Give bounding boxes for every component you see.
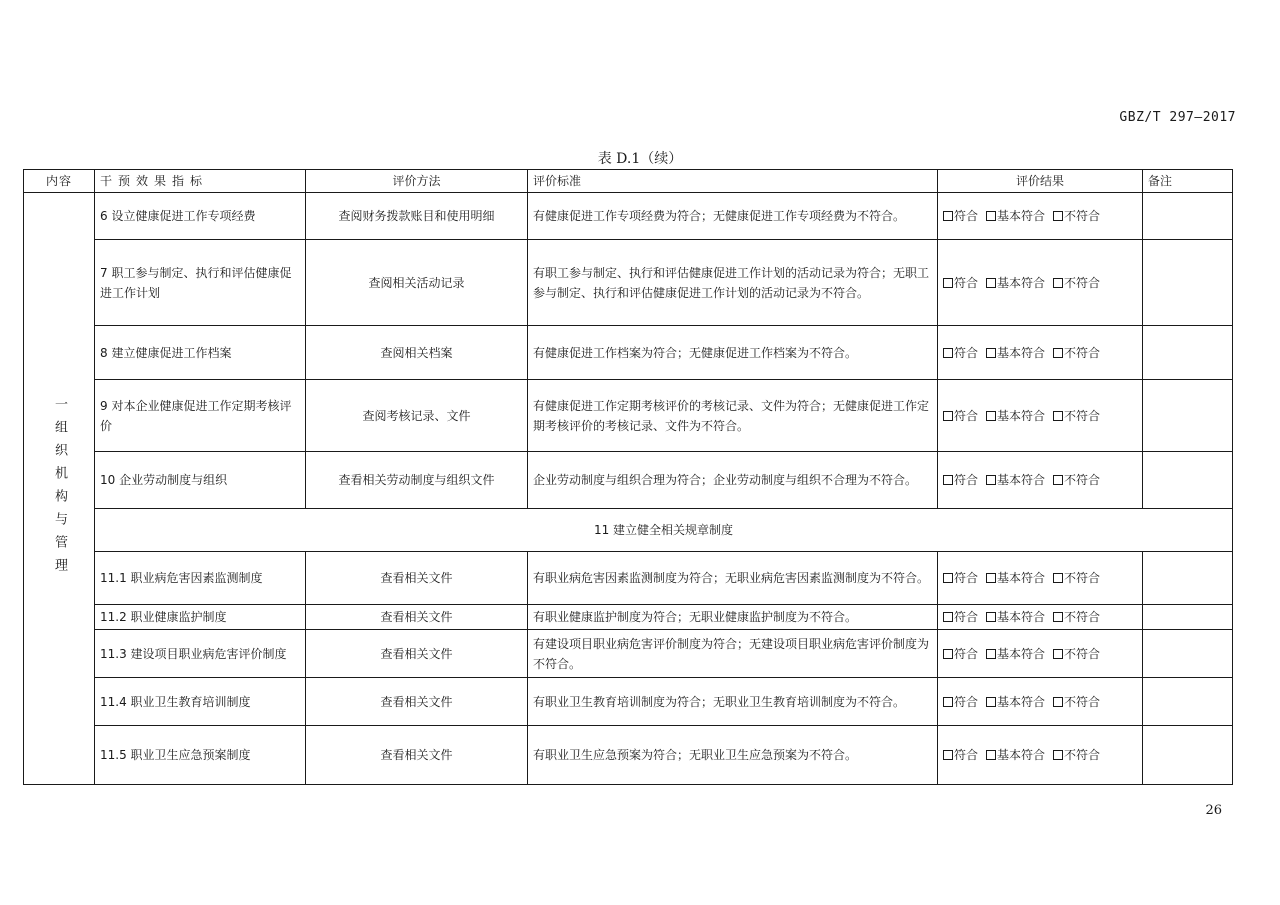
result-cell xyxy=(938,726,1143,785)
result-option[interactable] xyxy=(986,695,1045,709)
notes-cell xyxy=(1143,678,1233,726)
result-option[interactable] xyxy=(1053,647,1100,661)
method-cell: 查阅相关档案 xyxy=(306,326,528,380)
standard-cell: 有健康促进工作定期考核评价的考核记录、文件为符合；无健康促进工作定期考核评价的考核记录、文件为不符合。 xyxy=(528,380,938,452)
method-cell: 查阅财务拨款账目和使用明细 xyxy=(306,193,528,240)
result-option[interactable] xyxy=(1053,695,1100,709)
table-header-row xyxy=(24,170,1233,193)
result-option[interactable] xyxy=(943,473,978,487)
checkbox-icon[interactable] xyxy=(1053,750,1063,760)
column-header-result: 评价结果 xyxy=(938,170,1143,193)
result-option-label: 基本符合 xyxy=(997,209,1046,223)
checkbox-icon[interactable] xyxy=(943,750,953,760)
notes-cell xyxy=(1143,380,1233,452)
checkbox-icon[interactable] xyxy=(1053,211,1063,221)
result-option-label: 基本符合 xyxy=(997,646,1046,661)
result-option-label: 符合 xyxy=(954,408,979,423)
checkbox-icon[interactable] xyxy=(986,278,996,288)
standard-cell: 有建设项目职业病危害评价制度为符合；无建设项目职业病危害评价制度为不符合。 xyxy=(528,630,938,678)
result-option-label: 不符合 xyxy=(1064,694,1101,709)
result-option-label: 不符合 xyxy=(1064,610,1101,624)
checkbox-icon[interactable] xyxy=(943,649,953,659)
indicator-cell: 11.1 职业病危害因素监测制度 xyxy=(95,552,306,605)
result-option[interactable] xyxy=(943,276,978,290)
result-option[interactable] xyxy=(1053,610,1100,624)
result-option-label: 基本符合 xyxy=(997,275,1046,290)
column-header-method: 评价方法 xyxy=(306,170,528,193)
checkbox-icon[interactable] xyxy=(1053,612,1063,622)
indicator-cell: 11.2 职业健康监护制度 xyxy=(95,605,306,630)
result-option[interactable] xyxy=(943,748,978,762)
column-header-standard: 评价标准 xyxy=(528,170,938,193)
result-option-label: 符合 xyxy=(954,694,979,709)
column-header-content: 内容 xyxy=(24,170,95,193)
result-option-label: 不符合 xyxy=(1064,748,1101,762)
result-option[interactable] xyxy=(986,276,1045,290)
result-option-label: 符合 xyxy=(954,646,979,661)
result-cell xyxy=(938,452,1143,509)
checkbox-icon[interactable] xyxy=(943,573,953,583)
result-option[interactable] xyxy=(1053,346,1100,360)
notes-cell xyxy=(1143,193,1233,240)
section-row xyxy=(24,509,1233,552)
notes-cell xyxy=(1143,630,1233,678)
result-option-label: 基本符合 xyxy=(997,694,1046,709)
table-caption: 表 D.1（续） xyxy=(597,151,683,167)
section-title: 11 建立健全相关规章制度 xyxy=(95,509,1233,552)
result-option-label: 基本符合 xyxy=(997,408,1046,423)
document-code: GBZ/T 297—2017 xyxy=(1119,110,1236,125)
result-cell xyxy=(938,240,1143,326)
table-row xyxy=(24,552,1233,605)
indicator-cell: 10 企业劳动制度与组织 xyxy=(95,452,306,509)
checkbox-icon[interactable] xyxy=(986,475,996,485)
result-option[interactable] xyxy=(943,346,978,360)
table-body xyxy=(24,193,1233,785)
result-option-label: 不符合 xyxy=(1064,209,1101,223)
method-cell: 查看相关文件 xyxy=(306,605,528,630)
result-option-label: 符合 xyxy=(954,748,979,762)
result-option-label: 基本符合 xyxy=(997,473,1046,487)
checkbox-icon[interactable] xyxy=(986,573,996,583)
notes-cell xyxy=(1143,552,1233,605)
result-option[interactable] xyxy=(986,473,1045,487)
result-cell xyxy=(938,380,1143,452)
result-option-label: 不符合 xyxy=(1064,275,1101,290)
result-option-label: 符合 xyxy=(954,571,979,585)
checkbox-icon[interactable] xyxy=(1053,697,1063,707)
indicator-cell: 8 建立健康促进工作档案 xyxy=(95,326,306,380)
result-option[interactable] xyxy=(986,409,1045,423)
checkbox-icon[interactable] xyxy=(1053,649,1063,659)
checkbox-icon[interactable] xyxy=(943,475,953,485)
result-option-label: 不符合 xyxy=(1064,408,1101,423)
result-option-label: 符合 xyxy=(954,610,979,624)
result-cell xyxy=(938,326,1143,380)
table-row xyxy=(24,193,1233,240)
evaluation-table xyxy=(23,169,1233,785)
result-option-label: 基本符合 xyxy=(997,345,1046,360)
column-header-indicator: 干预效果指标 xyxy=(95,170,306,193)
result-option-label: 不符合 xyxy=(1064,345,1101,360)
result-option-label: 符合 xyxy=(954,275,979,290)
checkbox-icon[interactable] xyxy=(943,348,953,358)
checkbox-icon[interactable] xyxy=(986,411,996,421)
table-row xyxy=(24,630,1233,678)
indicator-cell: 7 职工参与制定、执行和评估健康促进工作计划 xyxy=(95,240,306,326)
result-option[interactable] xyxy=(1053,209,1100,223)
notes-cell xyxy=(1143,326,1233,380)
standard-cell: 有职业卫生应急预案为符合；无职业卫生应急预案为不符合。 xyxy=(528,726,938,785)
table-row xyxy=(24,326,1233,380)
result-option-label: 不符合 xyxy=(1064,571,1101,585)
result-option[interactable] xyxy=(1053,748,1100,762)
result-option[interactable] xyxy=(1053,571,1100,585)
indicator-cell: 11.4 职业卫生教育培训制度 xyxy=(95,678,306,726)
table-row xyxy=(24,726,1233,785)
result-option[interactable] xyxy=(943,409,978,423)
indicator-cell: 11.5 职业卫生应急预案制度 xyxy=(95,726,306,785)
standard-cell: 有健康促进工作专项经费为符合；无健康促进工作专项经费为不符合。 xyxy=(528,193,938,240)
table-row xyxy=(24,605,1233,630)
standard-cell: 有职业健康监护制度为符合；无职业健康监护制度为不符合。 xyxy=(528,605,938,630)
result-option-label: 基本符合 xyxy=(997,748,1046,762)
result-cell xyxy=(938,605,1143,630)
result-option[interactable] xyxy=(943,209,978,223)
checkbox-icon[interactable] xyxy=(986,612,996,622)
result-option[interactable] xyxy=(986,209,1045,223)
result-option[interactable] xyxy=(986,748,1045,762)
indicator-cell: 9 对本企业健康促进工作定期考核评价 xyxy=(95,380,306,452)
standard-cell: 企业劳动制度与组织合理为符合；企业劳动制度与组织不合理为不符合。 xyxy=(528,452,938,509)
checkbox-icon[interactable] xyxy=(943,278,953,288)
standard-cell: 有职业病危害因素监测制度为符合；无职业病危害因素监测制度为不符合。 xyxy=(528,552,938,605)
page-number: 26 xyxy=(1205,803,1222,818)
checkbox-icon[interactable] xyxy=(1053,573,1063,583)
result-option-label: 符合 xyxy=(954,345,979,360)
checkbox-icon[interactable] xyxy=(943,697,953,707)
checkbox-icon[interactable] xyxy=(943,411,953,421)
result-option[interactable] xyxy=(986,610,1045,624)
table-row xyxy=(24,240,1233,326)
checkbox-icon[interactable] xyxy=(1053,411,1063,421)
result-option[interactable] xyxy=(943,647,978,661)
result-option-label: 不符合 xyxy=(1064,473,1101,487)
method-cell: 查看相关劳动制度与组织文件 xyxy=(306,452,528,509)
result-option-label: 符合 xyxy=(954,473,979,487)
result-cell xyxy=(938,552,1143,605)
result-cell xyxy=(938,678,1143,726)
result-option[interactable] xyxy=(1053,473,1100,487)
result-option-label: 不符合 xyxy=(1064,646,1101,661)
checkbox-icon[interactable] xyxy=(1053,475,1063,485)
category-cell: 一组织机构与管理 xyxy=(24,193,95,785)
result-option[interactable] xyxy=(943,571,978,585)
result-option[interactable] xyxy=(986,647,1045,661)
table-row xyxy=(24,678,1233,726)
notes-cell xyxy=(1143,605,1233,630)
result-cell xyxy=(938,630,1143,678)
notes-cell xyxy=(1143,240,1233,326)
method-cell: 查看相关文件 xyxy=(306,726,528,785)
result-option[interactable] xyxy=(986,346,1045,360)
checkbox-icon[interactable] xyxy=(1053,348,1063,358)
result-cell xyxy=(938,193,1143,240)
checkbox-icon[interactable] xyxy=(986,697,996,707)
result-option-label: 基本符合 xyxy=(997,571,1046,585)
method-cell: 查看相关文件 xyxy=(306,630,528,678)
notes-cell xyxy=(1143,452,1233,509)
checkbox-icon[interactable] xyxy=(986,750,996,760)
table-row xyxy=(24,452,1233,509)
notes-cell xyxy=(1143,726,1233,785)
checkbox-icon[interactable] xyxy=(943,612,953,622)
standard-cell: 有职工参与制定、执行和评估健康促进工作计划的活动记录为符合；无职工参与制定、执行和评估健康促进工作计划的活动记录为不符合。 xyxy=(528,240,938,326)
result-option[interactable] xyxy=(986,571,1045,585)
column-header-notes: 备注 xyxy=(1143,170,1233,193)
checkbox-icon[interactable] xyxy=(986,211,996,221)
method-cell: 查阅相关活动记录 xyxy=(306,240,528,326)
checkbox-icon[interactable] xyxy=(986,649,996,659)
indicator-cell: 6 设立健康促进工作专项经费 xyxy=(95,193,306,240)
result-option[interactable] xyxy=(1053,409,1100,423)
method-cell: 查阅考核记录、文件 xyxy=(306,380,528,452)
method-cell: 查看相关文件 xyxy=(306,552,528,605)
result-option-label: 符合 xyxy=(954,209,979,223)
checkbox-icon[interactable] xyxy=(943,211,953,221)
method-cell: 查看相关文件 xyxy=(306,678,528,726)
checkbox-icon[interactable] xyxy=(986,348,996,358)
result-option-label: 基本符合 xyxy=(997,610,1046,624)
standard-cell: 有健康促进工作档案为符合；无健康促进工作档案为不符合。 xyxy=(528,326,938,380)
table-row xyxy=(24,380,1233,452)
result-option[interactable] xyxy=(943,610,978,624)
checkbox-icon[interactable] xyxy=(1053,278,1063,288)
result-option[interactable] xyxy=(1053,276,1100,290)
result-option[interactable] xyxy=(943,695,978,709)
indicator-cell: 11.3 建设项目职业病危害评价制度 xyxy=(95,630,306,678)
standard-cell: 有职业卫生教育培训制度为符合；无职业卫生教育培训制度为不符合。 xyxy=(528,678,938,726)
